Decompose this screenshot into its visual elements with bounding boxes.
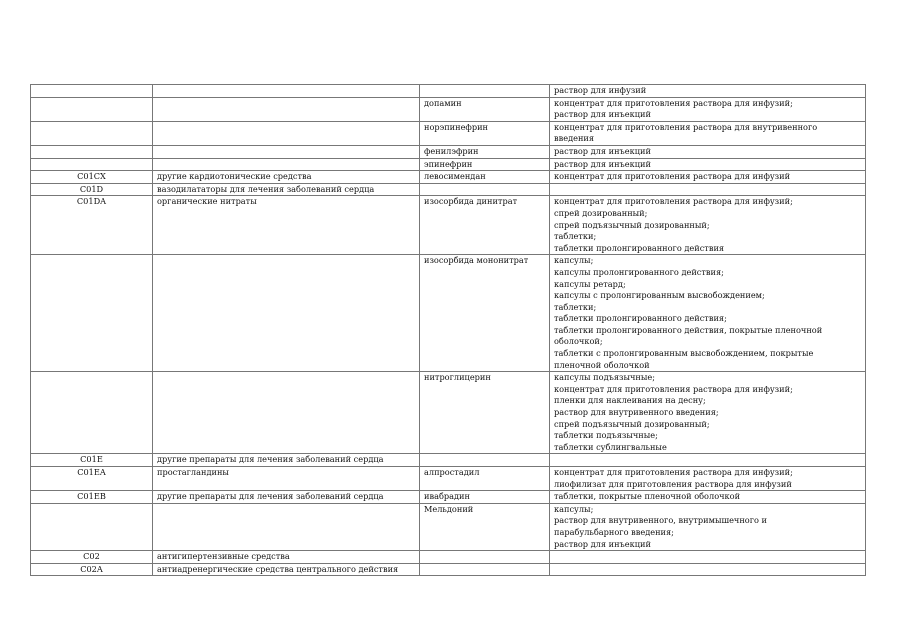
- atc-code-cell: [31, 145, 153, 158]
- dosage-forms-cell: [550, 491, 866, 504]
- table-row: [31, 158, 866, 171]
- dosage-form-line: капсулы ретард;: [554, 278, 626, 289]
- drug-name-cell: алпростадил: [420, 467, 550, 491]
- dosage-form-line: концентрат для приготовления раствора для инфузий;: [554, 383, 793, 394]
- dosage-form-line: концентрат для приготовления раствора для внутривенного: [554, 121, 818, 132]
- dosage-form-line: таблетки подъязычные;: [554, 430, 658, 441]
- dosage-form-line: таблетки пролонгированного действия, покрытые пленочной: [554, 324, 823, 335]
- drug-name-cell: фенилэфрин: [420, 145, 550, 158]
- dosage-form-line: таблетки, покрытые пленочной оболочкой: [554, 491, 741, 502]
- table-row: [31, 145, 866, 158]
- drug-name-cell: Мельдоний: [420, 503, 550, 550]
- atc-code-cell: C02A: [31, 563, 153, 576]
- atc-code-cell: [31, 121, 153, 145]
- pharm-group-cell: вазодилататоры для лечения заболеваний сердца: [153, 183, 420, 196]
- pharm-group-cell: [153, 158, 420, 171]
- dosage-form-line: спрей подъязычный дозированный;: [554, 418, 710, 429]
- drug-table-body: [31, 85, 866, 576]
- table-row: [31, 171, 866, 184]
- dosage-form-line: пленки для наклеивания на десну;: [554, 395, 706, 406]
- pharm-group-cell: другие препараты для лечения заболеваний сердца: [153, 491, 420, 504]
- pharm-group-cell: [153, 121, 420, 145]
- atc-code-cell: [31, 158, 153, 171]
- drug-name-cell: допамин: [420, 97, 550, 121]
- dosage-form-line: концентрат для приготовления раствора для инфузий;: [554, 97, 793, 108]
- dosage-forms-cell: [550, 121, 866, 145]
- dosage-form-line: капсулы подъязычные;: [554, 372, 655, 383]
- table-row: [31, 372, 866, 454]
- table-row: [31, 121, 866, 145]
- pharm-group-cell: антигипертензивные средства: [153, 551, 420, 564]
- dosage-forms-cell: [550, 563, 866, 576]
- dosage-forms-cell: [550, 97, 866, 121]
- drug-name-cell: [420, 183, 550, 196]
- pharm-group-cell: [153, 145, 420, 158]
- pharm-group-cell: простагландины: [153, 467, 420, 491]
- dosage-form-line: таблетки;: [554, 231, 597, 242]
- atc-code-cell: C02: [31, 551, 153, 564]
- dosage-form-line: концентрат для приготовления раствора для инфузий;: [554, 196, 793, 207]
- atc-code-cell: C01CX: [31, 171, 153, 184]
- dosage-form-line: парабульбарного введения;: [554, 526, 674, 537]
- dosage-forms-cell: [550, 158, 866, 171]
- dosage-forms-cell: [550, 171, 866, 184]
- dosage-form-line: капсулы пролонгированного действия;: [554, 266, 724, 277]
- dosage-form-line: раствор для внутривенного, внутримышечного и: [554, 515, 767, 526]
- dosage-forms-cell: [550, 551, 866, 564]
- dosage-form-line: таблетки;: [554, 301, 597, 312]
- dosage-form-line: раствор для инфузий: [554, 85, 647, 95]
- dosage-forms-cell: [550, 196, 866, 255]
- table-row: [31, 255, 866, 372]
- atc-code-cell: [31, 372, 153, 454]
- dosage-form-line: введения: [554, 133, 595, 144]
- dosage-form-line: таблетки с пролонгированным высвобождением, покрытые: [554, 348, 814, 359]
- dosage-form-line: раствор для инъекций: [554, 109, 651, 120]
- dosage-form-line: капсулы;: [554, 255, 594, 266]
- dosage-forms-cell: [550, 454, 866, 467]
- dosage-form-line: таблетки пролонгированного действия: [554, 242, 725, 253]
- drug-name-cell: [420, 563, 550, 576]
- dosage-forms-cell: [550, 255, 866, 372]
- dosage-form-line: раствор для внутривенного введения;: [554, 407, 719, 418]
- pharm-group-cell: другие препараты для лечения заболеваний сердца: [153, 454, 420, 467]
- atc-code-cell: [31, 503, 153, 550]
- dosage-forms-cell: [550, 467, 866, 491]
- dosage-forms-cell: [550, 85, 866, 98]
- pharm-group-cell: [153, 503, 420, 550]
- table-row: [31, 491, 866, 504]
- table-row: [31, 503, 866, 550]
- dosage-form-line: оболочкой;: [554, 336, 603, 347]
- pharm-group-cell: [153, 85, 420, 98]
- atc-code-cell: [31, 255, 153, 372]
- dosage-forms-cell: [550, 372, 866, 454]
- table-row: [31, 563, 866, 576]
- table-row: [31, 467, 866, 491]
- atc-code-cell: [31, 85, 153, 98]
- atc-code-cell: C01E: [31, 454, 153, 467]
- drug-name-cell: левосимендан: [420, 171, 550, 184]
- dosage-form-line: пленочной оболочкой: [554, 359, 650, 370]
- table-row: [31, 454, 866, 467]
- drug-name-cell: нитроглицерин: [420, 372, 550, 454]
- drug-name-cell: ивабрадин: [420, 491, 550, 504]
- drug-name-cell: изосорбида мононитрат: [420, 255, 550, 372]
- table-row: [31, 85, 866, 98]
- table-row: [31, 551, 866, 564]
- drug-name-cell: изосорбида динитрат: [420, 196, 550, 255]
- drug-name-cell: эпинефрин: [420, 158, 550, 171]
- dosage-form-line: концентрат для приготовления раствора для инфузий;: [554, 467, 793, 477]
- dosage-form-line: капсулы;: [554, 503, 594, 514]
- dosage-form-line: раствор для инъекций: [554, 145, 651, 156]
- dosage-form-line: спрей подъязычный дозированный;: [554, 219, 710, 230]
- atc-code-cell: C01DA: [31, 196, 153, 255]
- dosage-forms-cell: [550, 503, 866, 550]
- pharm-group-cell: [153, 372, 420, 454]
- drug-list-table: [30, 84, 866, 576]
- table-row: [31, 196, 866, 255]
- dosage-form-line: таблетки пролонгированного действия;: [554, 313, 727, 324]
- pharm-group-cell: другие кардиотонические средства: [153, 171, 420, 184]
- dosage-forms-cell: [550, 183, 866, 196]
- dosage-form-line: таблетки сублингвальные: [554, 441, 667, 452]
- dosage-form-line: концентрат для приготовления раствора для инфузий: [554, 171, 791, 182]
- drug-name-cell: [420, 454, 550, 467]
- atc-code-cell: C01EA: [31, 467, 153, 491]
- atc-code-cell: C01EB: [31, 491, 153, 504]
- drug-name-cell: [420, 551, 550, 564]
- dosage-forms-cell: [550, 145, 866, 158]
- dosage-form-line: раствор для инъекций: [554, 538, 651, 549]
- atc-code-cell: C01D: [31, 183, 153, 196]
- pharm-group-cell: [153, 255, 420, 372]
- pharm-group-cell: антиадренергические средства центрального действия: [153, 563, 420, 576]
- dosage-form-line: раствор для инъекций: [554, 158, 651, 169]
- atc-code-cell: [31, 97, 153, 121]
- drug-name-cell: норэпинефрин: [420, 121, 550, 145]
- table-row: [31, 97, 866, 121]
- drug-name-cell: [420, 85, 550, 98]
- dosage-form-line: капсулы с пролонгированным высвобождением;: [554, 290, 765, 301]
- pharm-group-cell: [153, 97, 420, 121]
- table-row: [31, 183, 866, 196]
- dosage-form-line: лиофилизат для приготовления раствора для инфузий: [554, 478, 792, 489]
- pharm-group-cell: органические нитраты: [153, 196, 420, 255]
- dosage-form-line: спрей дозированный;: [554, 207, 648, 218]
